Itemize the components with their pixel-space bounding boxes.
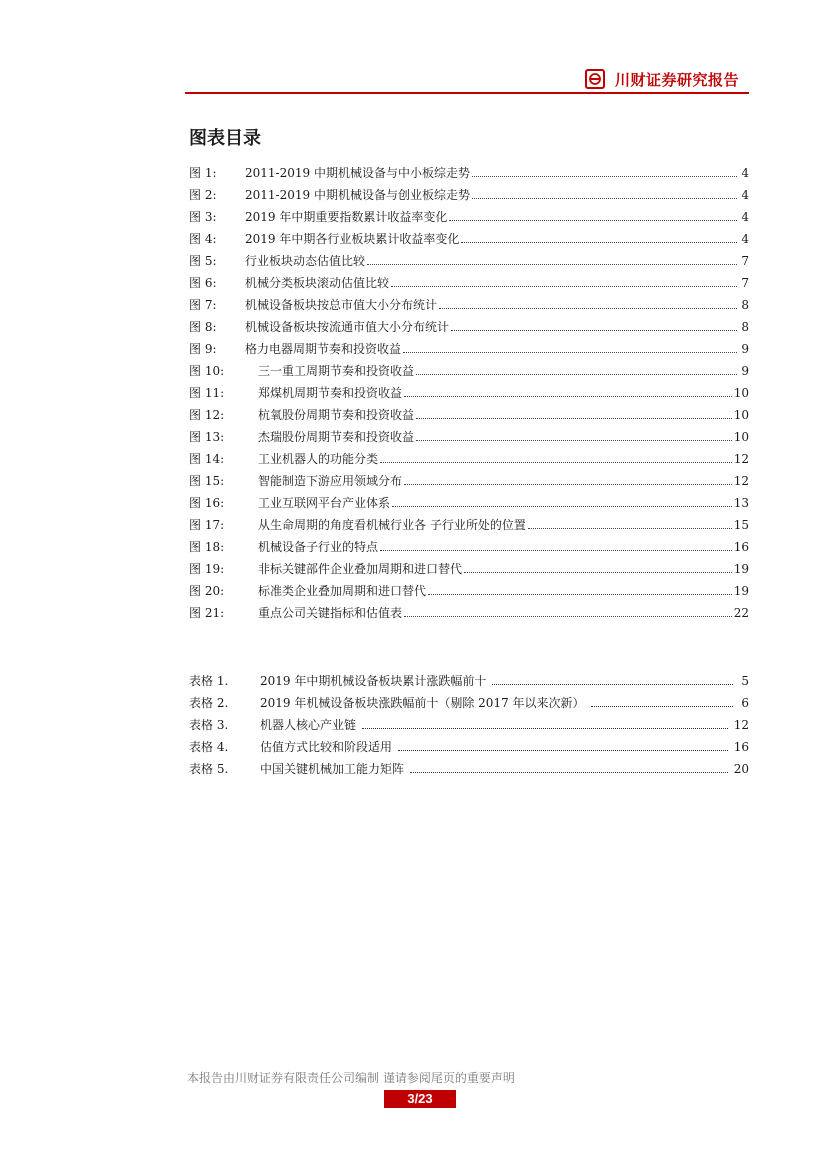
entry-page: 16: [733, 540, 749, 554]
entry-label: 图 5:: [189, 254, 217, 268]
entry-title: 格力电器周期节奏和投资收益: [245, 342, 402, 356]
entry-page: 8: [741, 298, 749, 312]
toc-title: 图表目录: [189, 128, 261, 149]
entry-label: 图 1:: [189, 166, 217, 180]
footer-disclaimer: 本报告由川财证券有限责任公司编制 谨请参阅尾页的重要声明: [187, 1071, 515, 1085]
entry-label: 表格 1.: [189, 674, 229, 688]
entry-page: 8: [741, 320, 749, 334]
dot-leader: [404, 616, 732, 617]
entry-label: 图 14:: [189, 452, 225, 466]
toc-entry-figure-14[interactable]: [189, 444, 749, 466]
entry-title: 机械设备板块按总市值大小分布统计: [245, 298, 438, 312]
entry-label: 图 8:: [189, 320, 217, 334]
entry-title: 2011-2019 中期机械设备与创业板综走势: [245, 188, 470, 202]
dot-leader: [380, 550, 732, 551]
dot-leader: [449, 220, 737, 221]
page-number-badge: 3/23: [384, 1090, 456, 1108]
entry-title: 工业互联网平台产业体系: [258, 496, 391, 510]
toc-entry-figure-19[interactable]: [189, 554, 749, 576]
entry-page: 10: [733, 386, 749, 400]
entry-label: 图 16:: [189, 496, 225, 510]
entry-title: 杰瑞股份周期节奏和投资收益: [258, 430, 415, 444]
entry-label: 图 2:: [189, 188, 217, 202]
dot-leader: [451, 330, 737, 331]
entry-label: 表格 5.: [189, 762, 229, 776]
dot-leader: [416, 440, 732, 441]
figure-list: [189, 158, 749, 620]
entry-label: 图 4:: [189, 232, 217, 246]
dot-leader: [404, 396, 732, 397]
entry-title: 2019 年中期各行业板块累计收益率变化: [245, 232, 460, 246]
entry-title: 2019 年机械设备板块涨跌幅前十（剔除 2017 年以来次新）: [260, 696, 585, 710]
toc-entry-figure-21[interactable]: [189, 598, 749, 620]
entry-page: 10: [733, 430, 749, 444]
dot-leader: [416, 418, 732, 419]
toc-entry-figure-1[interactable]: [189, 158, 749, 180]
dot-leader: [416, 374, 737, 375]
entry-page: 19: [733, 584, 749, 598]
toc-entry-figure-17[interactable]: [189, 510, 749, 532]
toc-entry-table-3[interactable]: [189, 710, 749, 732]
entry-page: 15: [733, 518, 749, 532]
entry-title: 机械分类板块滚动估值比较: [245, 276, 390, 290]
entry-label: 表格 4.: [189, 740, 229, 754]
entry-label: 图 21:: [189, 606, 225, 620]
entry-title: 估值方式比较和阶段适用: [260, 740, 393, 754]
table-list: [189, 666, 749, 776]
toc-entry-figure-7[interactable]: [189, 290, 749, 312]
entry-title: 从生命周期的角度看机械行业各 子行业所处的位置: [258, 518, 526, 532]
entry-page: 10: [733, 408, 749, 422]
dot-leader: [410, 772, 728, 773]
entry-page: 9: [741, 342, 749, 356]
entry-title: 2019 年中期机械设备板块累计涨跌幅前十: [260, 674, 487, 688]
entry-label: 图 10:: [189, 364, 225, 378]
entry-title: 机械设备子行业的特点: [258, 540, 379, 554]
entry-title: 非标关键部件企业叠加周期和进口替代: [258, 562, 463, 576]
entry-page: 7: [741, 254, 749, 268]
entry-page: 22: [733, 606, 749, 620]
toc-entry-figure-5[interactable]: [189, 246, 749, 268]
dot-leader: [398, 750, 728, 751]
entry-title: 杭氧股份周期节奏和投资收益: [258, 408, 415, 422]
toc-entry-table-2[interactable]: [189, 688, 749, 710]
entry-page: 5: [741, 674, 749, 688]
toc-entry-figure-20[interactable]: [189, 576, 749, 598]
entry-label: 图 13:: [189, 430, 225, 444]
entry-title: 三一重工周期节奏和投资收益: [258, 364, 415, 378]
toc-entry-figure-3[interactable]: [189, 202, 749, 224]
entry-label: 表格 3.: [189, 718, 229, 732]
entry-page: 19: [733, 562, 749, 576]
dot-leader: [380, 462, 732, 463]
entry-title: 工业机器人的功能分类: [258, 452, 379, 466]
dot-leader: [403, 352, 737, 353]
entry-page: 9: [741, 364, 749, 378]
entry-page: 4: [741, 232, 749, 246]
toc-entry-figure-13[interactable]: [189, 422, 749, 444]
toc-entry-figure-16[interactable]: [189, 488, 749, 510]
entry-label: 图 15:: [189, 474, 225, 488]
entry-label: 图 9:: [189, 342, 217, 356]
dot-leader: [392, 506, 732, 507]
entry-title: 2011-2019 中期机械设备与中小板综走势: [245, 166, 470, 180]
entry-title: 行业板块动态估值比较: [245, 254, 366, 268]
entry-title: 机械设备板块按流通市值大小分布统计: [245, 320, 450, 334]
header-divider: [185, 92, 749, 94]
toc-entry-table-1[interactable]: [189, 666, 749, 688]
brand-name: 川财证券研究报告: [615, 70, 740, 89]
toc-entry-figure-10[interactable]: [189, 356, 749, 378]
entry-title: 智能制造下游应用领域分布: [258, 474, 403, 488]
entry-title: 2019 年中期重要指数累计收益率变化: [245, 210, 448, 224]
entry-label: 图 20:: [189, 584, 225, 598]
toc-entry-figure-12[interactable]: [189, 400, 749, 422]
dot-leader: [472, 176, 737, 177]
toc-entry-figure-18[interactable]: [189, 532, 749, 554]
entry-page: 12: [733, 718, 749, 732]
entry-label: 图 18:: [189, 540, 225, 554]
entry-page: 13: [733, 496, 749, 510]
dot-leader: [362, 728, 728, 729]
entry-page: 12: [733, 474, 749, 488]
dot-leader: [472, 198, 737, 199]
entry-label: 图 17:: [189, 518, 225, 532]
dot-leader: [439, 308, 737, 309]
toc-entry-table-4[interactable]: [189, 732, 749, 754]
toc-entry-figure-11[interactable]: [189, 378, 749, 400]
entry-label: 图 11:: [189, 386, 225, 400]
dot-leader: [391, 286, 737, 287]
entry-page: 4: [741, 210, 749, 224]
dot-leader: [404, 484, 732, 485]
dot-leader: [367, 264, 737, 265]
toc-entry-figure-6[interactable]: [189, 268, 749, 290]
toc-entry-figure-4[interactable]: [189, 224, 749, 246]
entry-title: 中国关键机械加工能力矩阵: [260, 762, 405, 776]
entry-label: 图 3:: [189, 210, 217, 224]
entry-label: 表格 2.: [189, 696, 229, 710]
dot-leader: [428, 594, 732, 595]
entry-page: 6: [741, 696, 749, 710]
entry-label: 图 7:: [189, 298, 217, 312]
entry-label: 图 6:: [189, 276, 217, 290]
dot-leader: [464, 572, 732, 573]
entry-title: 标准类企业叠加周期和进口替代: [258, 584, 427, 598]
dot-leader: [591, 706, 733, 707]
toc-entry-table-5[interactable]: [189, 754, 749, 776]
entry-title: 机器人核心产业链: [260, 718, 357, 732]
entry-page: 12: [733, 452, 749, 466]
toc-entry-figure-9[interactable]: [189, 334, 749, 356]
dot-leader: [461, 242, 737, 243]
dot-leader: [492, 684, 733, 685]
entry-title: 重点公司关键指标和估值表: [258, 606, 403, 620]
dot-leader: [528, 528, 732, 529]
entry-label: 图 19:: [189, 562, 225, 576]
entry-title: 郑煤机周期节奏和投资收益: [258, 386, 403, 400]
toc-entry-figure-2[interactable]: [189, 180, 749, 202]
entry-page: 4: [741, 166, 749, 180]
entry-page: 7: [741, 276, 749, 290]
toc-entry-figure-8[interactable]: [189, 312, 749, 334]
toc-entry-figure-15[interactable]: [189, 466, 749, 488]
entry-page: 16: [733, 740, 749, 754]
entry-page: 20: [733, 762, 749, 776]
report-header: [585, 68, 739, 90]
company-logo-icon: [585, 69, 605, 89]
entry-page: 4: [741, 188, 749, 202]
entry-label: 图 12:: [189, 408, 225, 422]
